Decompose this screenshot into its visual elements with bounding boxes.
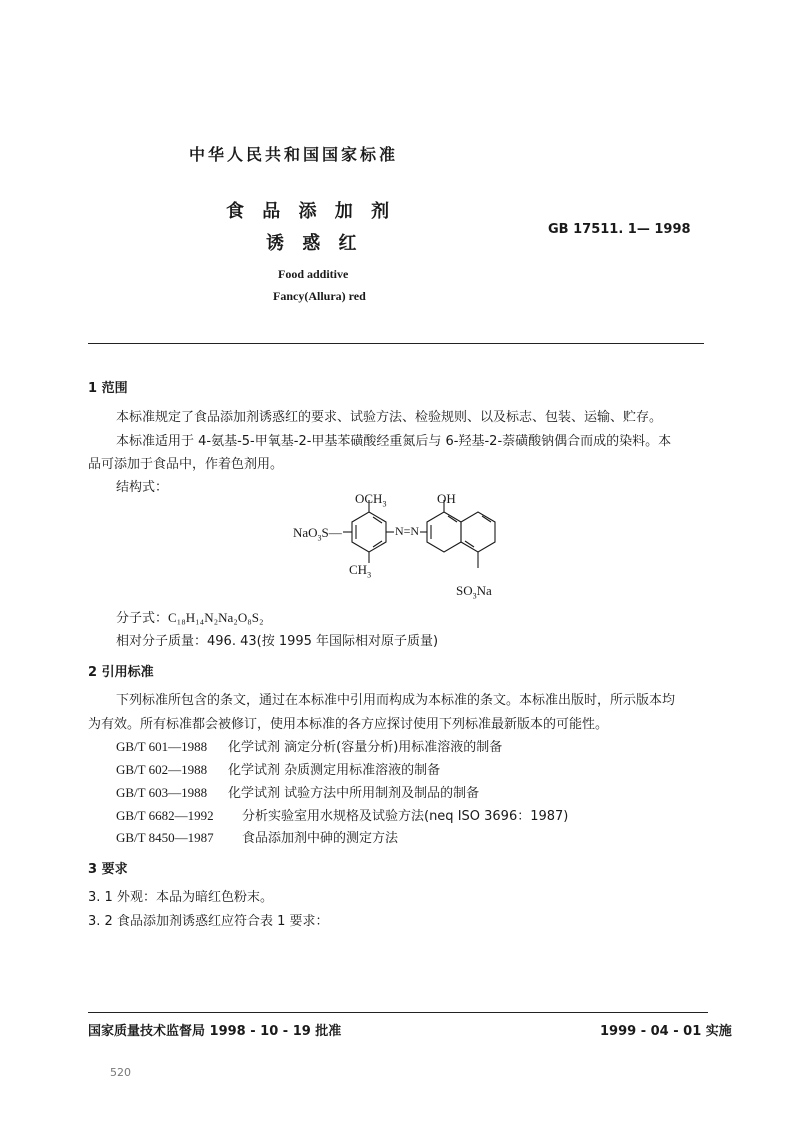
section3-heading: 3 要求	[88, 862, 128, 877]
section3-item1: 3. 1 外观：本品为暗红色粉末。	[88, 890, 273, 905]
reference-item: GB/T 602—1988 化学试剂 杂质测定用标准溶液的制备	[116, 762, 441, 778]
section2-para-line1: 下列标准所包含的条文，通过在本标准中引用而构成为本标准的条文。本标准出版时，所示版本均	[116, 693, 676, 708]
section3-item2: 3. 2 食品添加剂诱惑红应符合表 1 要求：	[88, 914, 329, 929]
molecular-formula: 分子式：C₁₈H₁₄N₂Na₂O₈S₂	[116, 610, 264, 626]
left-sulfonate-group: NaO$_3$S—	[293, 525, 342, 543]
effective-date: 1999 - 04 - 01 实施	[600, 1024, 732, 1039]
header-divider	[88, 343, 704, 344]
section2-heading: 2 引用标准	[88, 665, 154, 680]
section1-para2-line1: 本标准适用于 4-氨基-5-甲氧基-2-甲基苯磺酸经重氮后与 6-羟基-2-萘磺酸钠偶合而成的染料。本	[116, 434, 672, 449]
methoxy-group: $OCH_3$	[355, 491, 387, 509]
methyl-group: $CH_3$	[349, 562, 372, 580]
hydroxy-group: OH	[437, 491, 456, 506]
doc-title-line1: 食 品 添 加 剂	[226, 201, 396, 222]
section1-para1: 本标准规定了食品添加剂诱惑红的要求、试验方法、检验规则、以及标志、包装、运输、贮存。	[116, 410, 663, 425]
footer-divider	[88, 1012, 708, 1013]
section2-para-line2: 为有效。所有标准都会被修订，使用本标准的各方应探讨使用下列标准最新版本的可能性。	[88, 717, 609, 732]
approval-line: 国家质量技术监督局 1998 - 10 - 19 批准	[88, 1024, 342, 1039]
reference-item: GB/T 8450—1987 食品添加剂中砷的测定方法	[116, 830, 399, 846]
reference-item: GB/T 603—1988 化学试剂 试验方法中所用制剂及制品的制备	[116, 785, 480, 801]
org-title: 中华人民共和国国家标准	[189, 145, 399, 164]
molecular-mass: 相对分子质量：496. 43(按 1995 年国际相对原子质量)	[116, 634, 439, 649]
english-title-line1: Food additive	[278, 267, 349, 281]
reference-item: GB/T 6682—1992 分析实验室用水规格及试验方法(neq ISO 3696：1987)	[116, 808, 569, 824]
page-number: 520	[110, 1066, 131, 1079]
structure-label: 结构式：	[116, 480, 169, 495]
english-title-line2: Fancy(Allura) red	[273, 289, 366, 303]
right-sulfonate-group: $SO_3Na$	[456, 583, 492, 601]
doc-title-line2: 诱 惑 红	[266, 233, 363, 254]
reference-item: GB/T 601—1988 化学试剂 滴定分析(容量分析)用标准溶液的制备	[116, 739, 503, 755]
standard-number: GB 17511. 1— 1998	[548, 222, 691, 237]
azo-group: N=N	[395, 524, 420, 538]
section1-heading: 1 范围	[88, 381, 128, 396]
section1-para2-line2: 品可添加于食品中，作着色剂用。	[88, 457, 284, 472]
